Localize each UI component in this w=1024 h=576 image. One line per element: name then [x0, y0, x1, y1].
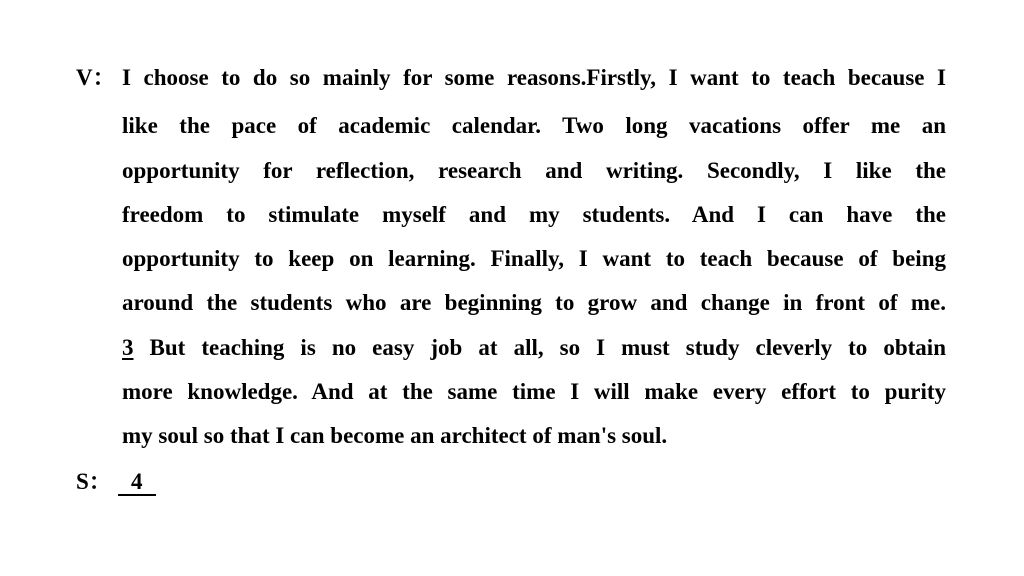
blank-3[interactable]: 3	[122, 335, 134, 360]
passage-line-2: like the pace of academic calendar. Two long vacations offer me an	[122, 113, 946, 138]
blank-4[interactable]: 4	[118, 470, 156, 496]
passage-line-1: I choose to do so mainly for some reasons.Firstly, I want to teach because I	[122, 65, 946, 90]
passage-line-5: opportunity to keep on learning. Finally, I want to teach because of being	[122, 246, 946, 271]
passage-line-7	[122, 333, 946, 363]
passage-line-9: my soul so that I can become an architect of man's soul.	[122, 423, 668, 448]
passage-line-8: more knowledge. And at the same time I will make every effort to purity	[122, 379, 946, 404]
speaker-label-v: V：	[76, 65, 116, 90]
passage-line-3: opportunity for reflection, research and writing. Secondly, I like the	[122, 158, 946, 183]
speaker-label-s: S：	[76, 469, 112, 494]
passage-line-4: freedom to stimulate myself and my students. And I can have the	[122, 202, 946, 227]
s-row	[76, 467, 156, 497]
passage-line-6: around the students who are beginning to grow and change in front of me.	[122, 290, 946, 315]
passage-line-7-text: But teaching is no easy job at all, so I must study cleverly to obtain	[149, 335, 946, 360]
